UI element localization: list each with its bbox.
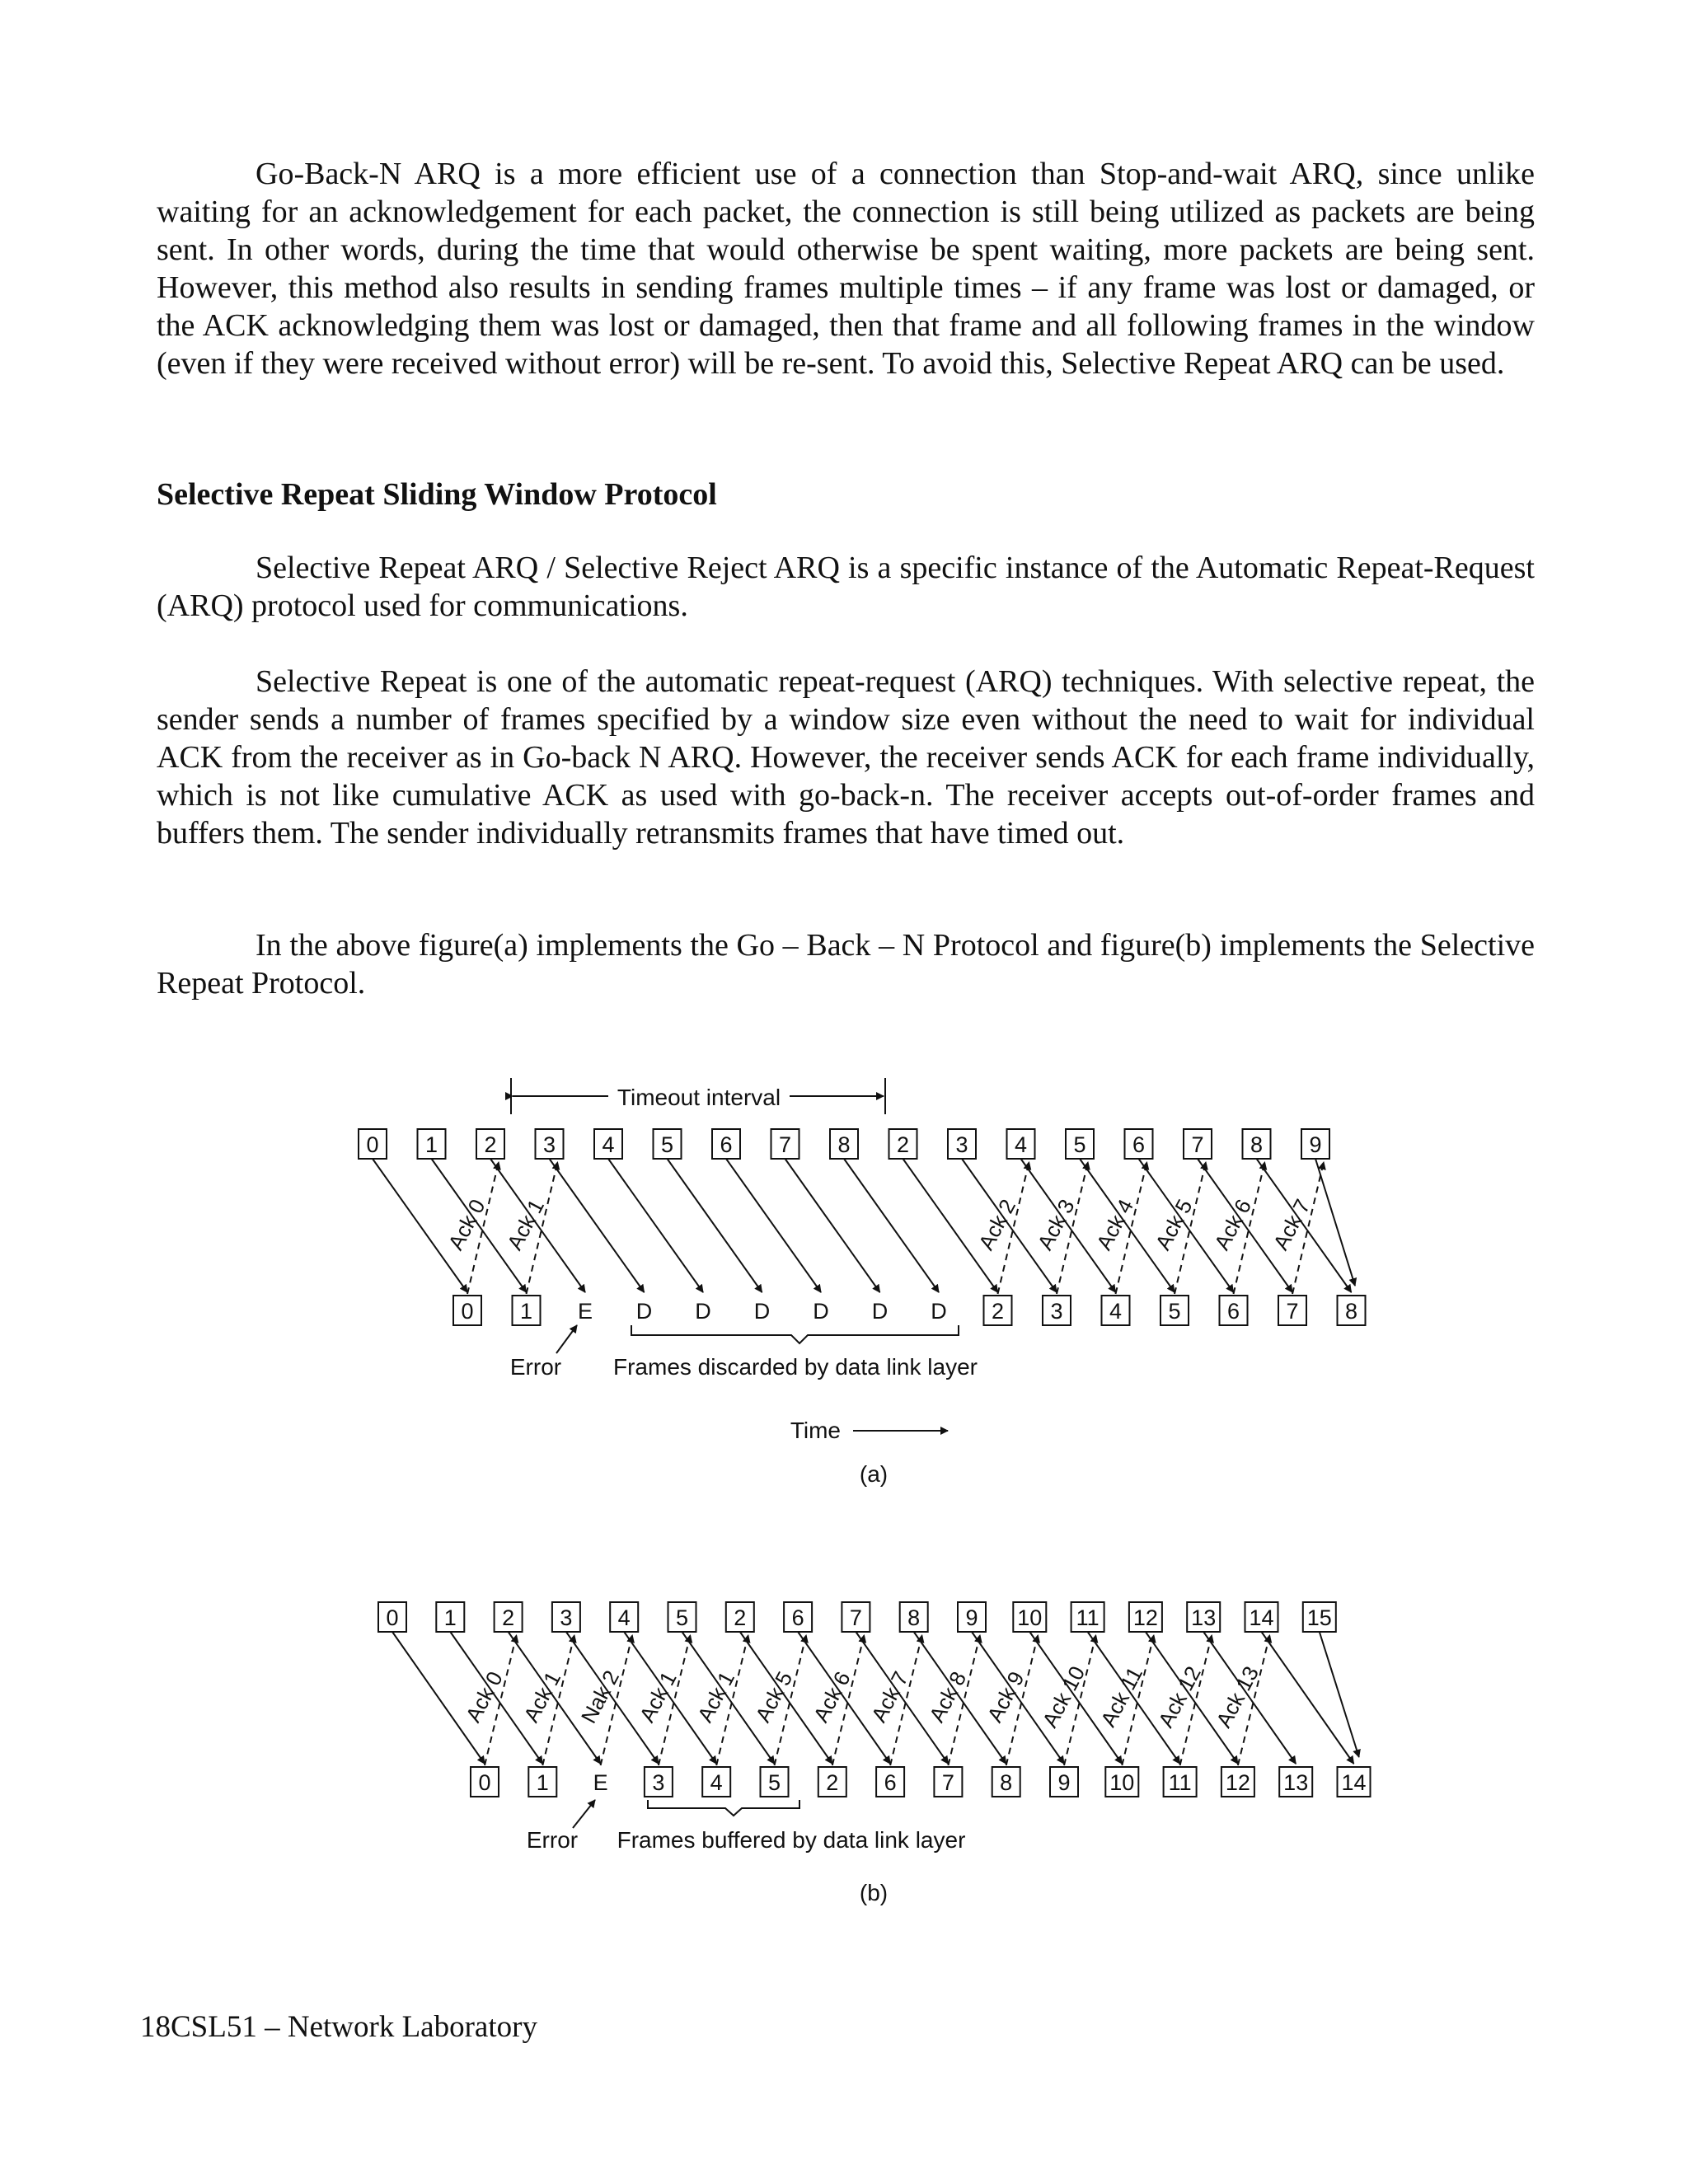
- receiver-frame-number: 5: [1168, 1299, 1181, 1324]
- sender-frame-number: 6: [1132, 1132, 1146, 1157]
- sender-frame-number: 6: [720, 1132, 733, 1157]
- sender-frame-number: 6: [791, 1605, 804, 1630]
- frame-arrow: [608, 1159, 703, 1292]
- ack-label: Ack 12: [1153, 1661, 1206, 1732]
- receiver-frame-number: 0: [461, 1299, 474, 1324]
- sender-frame-number: 4: [602, 1132, 615, 1157]
- ack-label: Ack 3: [1032, 1195, 1080, 1254]
- receiver-frame-number: 1: [519, 1299, 533, 1324]
- sender-frame-number: 15: [1306, 1605, 1332, 1630]
- frames-buffered-label: Frames buffered by data link layer: [617, 1827, 966, 1853]
- frame-arrow: [726, 1159, 821, 1292]
- sender-frame-number: 8: [1250, 1132, 1264, 1157]
- receiver-status-marker: D: [695, 1299, 711, 1324]
- receiver-frame-number: 10: [1109, 1770, 1135, 1795]
- error-label-b: Error: [526, 1827, 579, 1853]
- ack-label: Ack 0: [443, 1195, 490, 1254]
- ack-label: Ack 6: [808, 1667, 856, 1727]
- paragraph-figure-reference: In the above figure(a) implements the Go – Back – N Protocol and figure(b) implements the Selective Repeat Protocol.: [157, 928, 1535, 1001]
- ack-label: Ack 6: [1209, 1195, 1257, 1254]
- sender-frame-number: 2: [734, 1605, 747, 1630]
- sender-frame-number: 5: [660, 1132, 674, 1157]
- receiver-frame-number: 13: [1283, 1770, 1309, 1795]
- sender-frame-number: 0: [386, 1605, 399, 1630]
- receiver-frame-number: 8: [1344, 1299, 1358, 1324]
- receiver-frame-number: 3: [652, 1770, 665, 1795]
- frame-arrow: [844, 1159, 939, 1292]
- sender-frame-number: 3: [560, 1605, 573, 1630]
- figure-a-go-back-n-diagram: [0, 1063, 1688, 1508]
- ack-label: Ack 2: [973, 1195, 1021, 1254]
- sender-frame-number: 3: [955, 1132, 968, 1157]
- ack-label: Ack 5: [750, 1667, 798, 1727]
- receiver-frame-number: 2: [991, 1299, 1005, 1324]
- frame-arrow: [1320, 1632, 1359, 1757]
- receiver-frame-number: 6: [1226, 1299, 1240, 1324]
- sender-frame-number: 12: [1132, 1605, 1158, 1630]
- receiver-frame-number: 5: [767, 1770, 781, 1795]
- ack-label: Ack 11: [1095, 1662, 1148, 1732]
- receiver-frame-number: 4: [710, 1770, 723, 1795]
- page-footer: 18CSL51 – Network Laboratory: [140, 2010, 537, 2044]
- sender-frame-number: 5: [675, 1605, 689, 1630]
- figure-a-caption: (a): [859, 1461, 889, 1487]
- ack-label: Ack 7: [865, 1667, 913, 1727]
- receiver-frame-number: 8: [1000, 1770, 1013, 1795]
- sender-frame-number: 9: [965, 1605, 978, 1630]
- receiver-frame-number: 2: [826, 1770, 839, 1795]
- ack-label: Ack 13: [1211, 1661, 1264, 1732]
- timeout-interval-label: Timeout interval: [617, 1085, 781, 1110]
- frame-arrow: [785, 1159, 880, 1292]
- ack-label: Ack 1: [634, 1667, 682, 1727]
- sender-frame-number: 4: [1014, 1132, 1028, 1157]
- ack-label: Ack 5: [1150, 1195, 1198, 1254]
- sender-frame-number: 8: [907, 1605, 921, 1630]
- receiver-status-marker: E: [577, 1299, 593, 1324]
- receiver-frame-number: 7: [941, 1770, 954, 1795]
- frame-arrow: [668, 1159, 762, 1292]
- receiver-frame-number: 11: [1168, 1770, 1192, 1795]
- sender-frame-number: 1: [424, 1132, 438, 1157]
- time-label: Time: [790, 1418, 841, 1443]
- section-heading: Selective Repeat Sliding Window Protocol: [157, 477, 717, 512]
- paragraph-selective-repeat-description: Selective Repeat is one of the automatic repeat-request (ARQ) techniques. With selective repeat, the sender sends a number of frames specified by a window size even without the need to wait for individual ACK from the receiver as in Go-back N ARQ. However, the receiver sends ACK for each frame individually, which is not like cumulative ACK as used with go-back-n. The receiver accepts out-of-order frames and buffers them. The sender individually retransmits frames that have timed out.: [157, 664, 1535, 851]
- sender-frame-number: 7: [849, 1605, 862, 1630]
- receiver-frame-number: 12: [1225, 1770, 1250, 1795]
- sender-frame-number: 7: [1191, 1132, 1204, 1157]
- receiver-frame-number: 14: [1341, 1770, 1367, 1795]
- ack-label: Ack 4: [1091, 1195, 1139, 1254]
- ack-label: Ack 10: [1037, 1661, 1090, 1732]
- receiver-frame-number: 9: [1057, 1770, 1071, 1795]
- paragraph-go-back-n: Go-Back-N ARQ is a more efficient use of a connection than Stop-and-wait ARQ, since unlike waiting for an acknowledgement for each packet, the connection is still being utilized as packets are being sent. In other words, during the time that would otherwise be spent waiting, more packets are being sent. However, this method also results in sending frames multiple times – if any frame was lost or damaged, or the ACK acknowledging them was lost or damaged, then that frame and all following frames in the window (even if they were received without error) will be re-sent. To avoid this, Selective Repeat ARQ can be used.: [157, 157, 1535, 381]
- sender-frame-number: 1: [443, 1605, 457, 1630]
- ack-label: Ack 0: [460, 1667, 508, 1727]
- sender-frame-number: 7: [778, 1132, 792, 1157]
- sender-frame-number: 0: [366, 1132, 379, 1157]
- receiver-frame-number: 3: [1050, 1299, 1063, 1324]
- frame-arrow: [550, 1159, 645, 1292]
- sender-frame-number: 11: [1076, 1605, 1100, 1630]
- sender-frame-number: 5: [1073, 1132, 1086, 1157]
- sender-frame-number: 2: [896, 1132, 910, 1157]
- figure-b-caption: (b): [859, 1880, 889, 1905]
- sender-frame-number: 10: [1017, 1605, 1043, 1630]
- receiver-frame-number: 7: [1286, 1299, 1299, 1324]
- receiver-status-marker: D: [753, 1299, 771, 1324]
- receiver-frame-number: 0: [478, 1770, 491, 1795]
- receiver-status-marker: D: [871, 1299, 889, 1324]
- receiver-status-marker: E: [593, 1770, 608, 1795]
- sender-frame-number: 9: [1309, 1132, 1322, 1157]
- ack-label: Ack 1: [518, 1667, 566, 1727]
- receiver-status-marker: D: [635, 1299, 653, 1324]
- receiver-frame-number: 4: [1109, 1299, 1123, 1324]
- ack-label: Ack 1: [692, 1667, 740, 1727]
- sender-frame-number: 13: [1191, 1605, 1217, 1630]
- sender-frame-number: 4: [617, 1605, 631, 1630]
- receiver-status-marker: D: [813, 1299, 829, 1324]
- receiver-frame-number: 1: [536, 1770, 549, 1795]
- ack-label: Ack 7: [1268, 1195, 1315, 1254]
- ack-label: Ack 1: [502, 1195, 550, 1254]
- paragraph-selective-repeat-definition: Selective Repeat ARQ / Selective Reject ARQ is a specific instance of the Automatic Repeat-Request (ARQ) protocol used for communications.: [157, 551, 1535, 623]
- sender-frame-number: 14: [1249, 1605, 1274, 1630]
- frames-discarded-label: Frames discarded by data link layer: [613, 1354, 978, 1380]
- sender-frame-number: 2: [484, 1132, 497, 1157]
- sender-frame-number: 2: [502, 1605, 515, 1630]
- receiver-status-marker: D: [931, 1299, 947, 1324]
- sender-frame-number: 3: [542, 1132, 556, 1157]
- figure-b-selective-repeat-diagram: [0, 1566, 1688, 1929]
- sender-frame-number: 8: [837, 1132, 851, 1157]
- frame-arrow: [1315, 1159, 1355, 1286]
- receiver-frame-number: 6: [884, 1770, 897, 1795]
- error-label-a: Error: [509, 1354, 562, 1380]
- ack-label: Ack 8: [924, 1667, 972, 1727]
- ack-label: Nak 2: [575, 1666, 625, 1727]
- ack-label: Ack 9: [982, 1667, 1029, 1727]
